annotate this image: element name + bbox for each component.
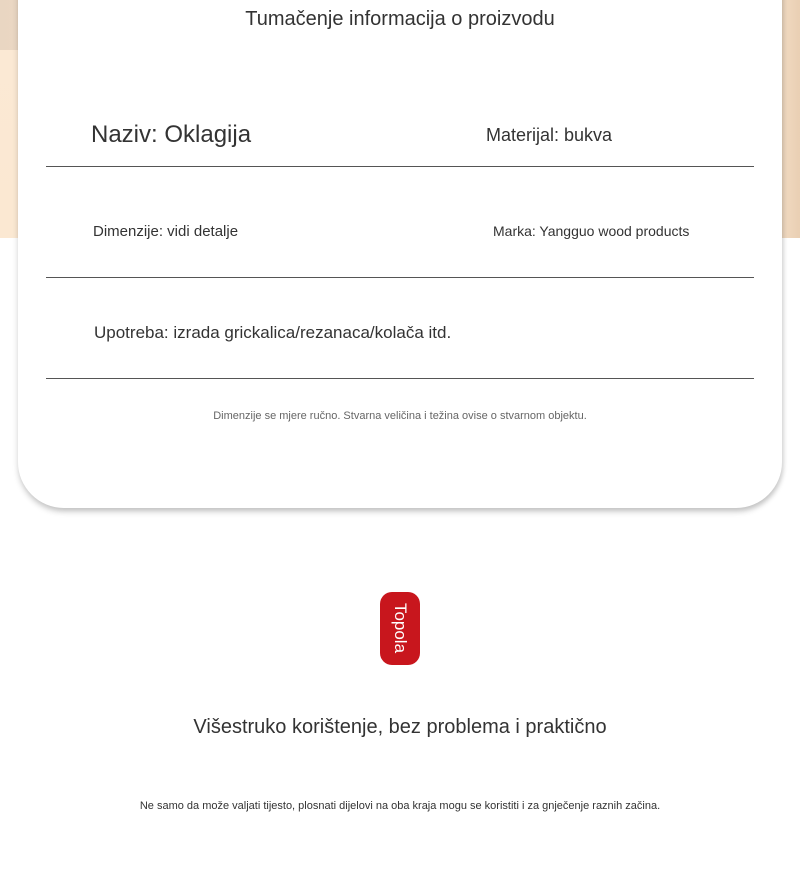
product-info-card [18,0,782,508]
divider [46,378,754,379]
section-title: Višestruko korištenje, bez problema i praktično [193,716,607,738]
product-name: Naziv: Oklagija [91,121,252,148]
product-material: Materijal: bukva [486,125,613,145]
product-info-content [18,0,782,508]
wood-type-label: Topola [391,602,410,654]
divider [46,277,754,278]
product-info-title: Tumačenje informacija o proizvodu [245,8,555,30]
product-usage: Upotreba: izrada grickalica/rezanaca/kolača itd. [94,323,452,342]
divider [46,166,754,167]
product-dimensions: Dimenzije: vidi detalje [93,223,239,240]
section-description: Ne samo da može valjati tijesto, plosnati dijelovi na oba kraja mogu se koristiti i za gnječenje raznih začina. [139,800,661,812]
wood-type-badge [380,592,420,665]
measurement-note: Dimenzije se mjere ručno. Stvarna veličina i težina ovise o stvarnom objektu. [213,410,587,422]
product-brand: Marka: Yangguo wood products [493,223,690,239]
